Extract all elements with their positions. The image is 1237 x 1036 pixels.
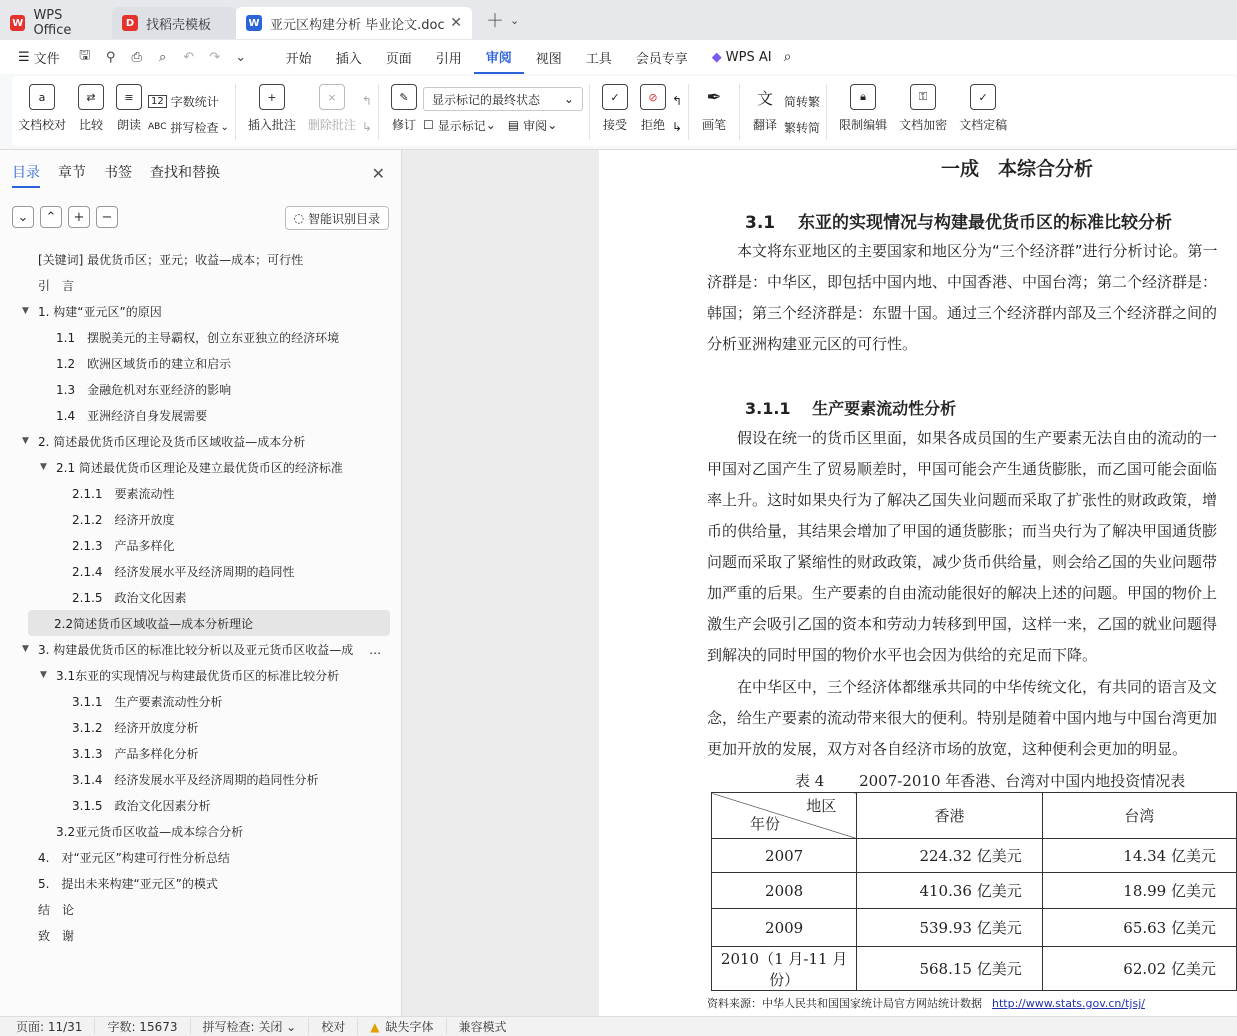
toc-item-label: 1.1 摆脱美元的主导霸权，创立东亚独立的经济环境 — [56, 330, 340, 345]
toc-item-label: 2.1 简述最优货币区理论及建立最优货币区的经济标准 — [56, 460, 343, 475]
menu-review[interactable]: 审阅 — [474, 40, 524, 74]
subsubsection-heading: 3.1.1 生产要素流动性分析 — [745, 399, 957, 418]
key-doc-icon: ⚿ — [910, 84, 936, 110]
menu-bar — [0, 40, 1237, 74]
document-margin — [403, 150, 599, 1016]
tab-label: 亚元区构建分析 毕业论文.doc — [270, 17, 445, 33]
menu-reference[interactable]: 引用 — [435, 51, 462, 67]
proofread-icon: a — [29, 84, 55, 110]
text-line: 币的供给量，其结果会增加了甲国的通货膨胀；而当央行为了解决甲国通货膨 — [707, 522, 1218, 540]
accept-button[interactable] — [596, 76, 634, 146]
display-state-select[interactable] — [423, 87, 583, 111]
collapse-toggle-icon[interactable]: ▼ — [22, 306, 29, 316]
insert-comment-button[interactable] — [242, 76, 302, 146]
text-line: 率上升。这时如果央行为了解决乙国失业问题而采取了扩张性的财政政策，增 — [707, 491, 1218, 509]
toc-item[interactable] — [0, 532, 402, 558]
toc-item[interactable] — [28, 610, 390, 636]
toc-item-label: 2.2简述货币区域收益—成本分析理论 — [54, 616, 254, 631]
ribbon — [0, 74, 1237, 150]
text-line: 韩国；第三个经济群是：东盟十国。通过三个经济群内部及三个经济群之间的 — [707, 304, 1218, 322]
toc-item-label: 1.2 欧洲区域货币的建立和启示 — [56, 356, 232, 371]
toc-item-label: 致 谢 — [38, 928, 75, 943]
prev-comment-icon[interactable]: ↰ — [361, 94, 372, 108]
toc-item[interactable] — [0, 818, 402, 844]
compare-button[interactable] — [72, 76, 110, 146]
tab-wps-office[interactable] — [0, 7, 112, 39]
table-caption: 表 4 2007-2010 年香港、台湾对中国内地投资情况表 — [795, 772, 1186, 790]
lock-doc-icon: 🔒︎ — [850, 84, 876, 110]
status-bar — [0, 1016, 1237, 1036]
translate-icon: 文 — [757, 88, 774, 108]
toc-item-label: 3.1.3 产品多样化分析 — [72, 746, 199, 761]
spell-check-indicator[interactable]: 拼写检查: 关闭 ⌄ — [191, 1018, 310, 1035]
tab-template[interactable] — [112, 7, 236, 39]
toc-item-label: 3.1.4 经济发展水平及经济周期的趋同性分析 — [72, 772, 319, 787]
navigation-panel — [0, 150, 402, 1016]
table-cell-year: 2010（1 月-11 月份） — [712, 947, 857, 991]
wps-logo-icon: W — [10, 15, 25, 31]
toc-item[interactable] — [0, 740, 402, 766]
to-traditional-button[interactable] — [784, 88, 820, 114]
collapse-toggle-icon[interactable]: ▼ — [40, 670, 47, 680]
collapse-toggle-icon[interactable]: ▼ — [22, 644, 29, 654]
proof-indicator[interactable]: 校对 — [309, 1018, 358, 1035]
close-icon[interactable]: ✕ — [450, 15, 462, 31]
wps-ai-icon: ◆ — [711, 49, 722, 65]
word-count-icon: 12 — [148, 95, 167, 108]
smart-toc-label: 智能识别目录 — [307, 211, 380, 226]
tab-document[interactable] — [236, 7, 472, 39]
toc-item[interactable] — [0, 636, 402, 662]
table-row — [712, 909, 1237, 947]
to-traditional-label: 简转繁 — [784, 94, 821, 109]
pen-icon: ✒ — [706, 86, 722, 108]
next-comment-icon[interactable]: ↳ — [361, 120, 372, 134]
review-pane-button[interactable]: ▤ 审阅 ⌄ — [507, 118, 558, 133]
writer-logo-icon: W — [246, 15, 262, 31]
text-line: 假设在统一的货币区里面，如果各成员国的生产要素无法自由的流动的一 — [707, 429, 1218, 447]
undo-icon[interactable]: ↶ — [183, 49, 195, 65]
toc-item[interactable] — [0, 792, 402, 818]
toc-item-label: 1. 构建“亚元区”的原因 — [38, 304, 162, 319]
tab-find-replace[interactable]: 查找和替换 — [150, 165, 220, 181]
delete-comment-button[interactable] — [302, 76, 362, 146]
divider — [826, 84, 827, 140]
search-icon[interactable]: ⌕ — [783, 49, 792, 65]
menu-tools[interactable]: 工具 — [585, 51, 612, 67]
spell-check-label: 拼写检查 — [170, 120, 219, 135]
table-cell-tw: 14.34 亿美元 — [1042, 839, 1236, 873]
print-icon[interactable]: ⎙ — [131, 49, 142, 65]
table-header-cell: 台湾 — [1042, 793, 1236, 839]
show-marks-icon: ☐ — [422, 118, 434, 132]
text-line: 念，给生产要素的流动带来很大的便利。特别是随着中国内地与中国台湾更加 — [707, 709, 1218, 727]
tab-toc[interactable]: 目录 — [12, 162, 40, 188]
smart-icon: ◌ — [293, 211, 304, 225]
reject-button[interactable] — [634, 76, 672, 146]
toc-item[interactable] — [0, 584, 402, 610]
section-heading: 一成 本综合分析 — [941, 158, 1094, 180]
word-count-button[interactable] — [148, 88, 229, 114]
table-cell-hk: 568.15 亿美元 — [857, 947, 1042, 991]
toc-item[interactable] — [0, 766, 402, 792]
text-line: 加严重的后果。生产要素的自由流动能很好的解决上述的问题。甲国的物价上 — [707, 584, 1218, 602]
revise-button[interactable] — [385, 76, 423, 146]
comment-add-icon: + — [259, 84, 285, 110]
read-aloud-icon: ≡ — [116, 84, 142, 110]
more-chevron-icon[interactable]: ⌄ — [235, 49, 247, 65]
toc-item-label: 1.3 金融危机对东亚经济的影响 — [56, 382, 232, 397]
toc-item-label: 1.4 亚洲经济自身发展需要 — [56, 408, 208, 423]
source-text: 资料来源：中华人民共和国国家统计局官方网站统计数据 — [707, 997, 982, 1010]
toc-item-label: 3.2亚元货币区收益—成本综合分析 — [56, 824, 244, 839]
toc-item-label: 2.1.5 政治文化因素 — [72, 590, 187, 605]
add-heading-icon[interactable]: + — [68, 206, 90, 228]
tab-bar — [0, 0, 1237, 40]
hamburger-icon[interactable]: ☰ — [18, 49, 30, 65]
toc-item-label: 5. 提出未来构建“亚元区”的模式 — [38, 876, 218, 891]
spell-check-icon: ABC — [148, 122, 167, 132]
redo-icon[interactable]: ↷ — [209, 49, 221, 65]
toc-item[interactable] — [0, 714, 402, 740]
table-cell-hk: 539.93 亿美元 — [857, 909, 1042, 947]
remove-heading-icon[interactable]: − — [96, 206, 118, 228]
divider — [688, 84, 689, 140]
chevron-down-icon[interactable]: ⌄ — [510, 13, 520, 27]
toc-list — [0, 246, 402, 948]
to-simplified-button[interactable] — [784, 114, 820, 140]
restrict-edit-button[interactable] — [833, 76, 893, 146]
toc-item[interactable] — [0, 480, 402, 506]
toc-item[interactable] — [0, 272, 402, 298]
print-preview-icon[interactable]: ⌕ — [159, 49, 167, 65]
new-tab-icon[interactable]: ＋ — [486, 11, 504, 32]
toc-item[interactable] — [0, 298, 402, 324]
toc-item-label: 3.1.2 经济开放度分析 — [72, 720, 199, 735]
chevron-down-icon: ⌄ — [563, 92, 574, 106]
word-count-label: 字数统计 — [170, 94, 219, 109]
menu-file[interactable]: 文件 — [33, 51, 60, 67]
toc-item[interactable] — [0, 454, 402, 480]
warning-icon: ▲ — [370, 1020, 380, 1034]
toc-item-label: 4. 对“亚元区”构建可行性分析总结 — [38, 850, 230, 865]
revise-icon: ✎ — [391, 84, 417, 110]
review-pane-label: 审阅 — [523, 118, 548, 133]
display-state-value: 显示标记的最终状态 — [431, 92, 540, 107]
compare-label: 比较 — [79, 118, 104, 132]
table-row — [712, 947, 1237, 991]
toc-item-label: 3.1东亚的实现情况与构建最优货币区的标准比较分析 — [56, 668, 340, 683]
table-corner-cell — [712, 793, 857, 839]
table-cell-tw: 65.63 亿美元 — [1042, 909, 1236, 947]
menu-member[interactable]: 会员专享 — [635, 51, 688, 67]
toc-item[interactable] — [0, 844, 402, 870]
tab-chapters[interactable]: 章节 — [58, 165, 86, 181]
proofread-label: 文档校对 — [18, 118, 67, 132]
toc-item[interactable] — [0, 506, 402, 532]
toc-item-label: 2.1.2 经济开放度 — [72, 512, 175, 527]
toc-item-label: 3. 构建最优货币区的标准比较分析以及亚元货币区收益—成 … — [38, 642, 382, 657]
toc-item-label: 2.1.4 经济发展水平及经济周期的趋同性 — [72, 564, 295, 579]
table-cell-hk: 410.36 亿美元 — [857, 873, 1042, 909]
subsection-heading: 3.1 东亚的实现情况与构建最优货币区的标准比较分析 — [745, 213, 1173, 233]
divider — [589, 84, 590, 140]
table-header-cell: 香港 — [857, 793, 1042, 839]
pen-label: 画笔 — [702, 118, 727, 132]
docer-logo-icon: D — [122, 15, 138, 31]
chevron-down-icon: ⌄ — [220, 121, 229, 133]
translate-button[interactable] — [746, 76, 784, 146]
tab-label: 找稻壳模板 — [146, 17, 212, 33]
toc-item[interactable] — [0, 428, 402, 454]
table-cell-year: 2009 — [712, 909, 857, 947]
toc-item-label: 2.1.3 产品多样化 — [72, 538, 175, 553]
finalize-button[interactable] — [953, 76, 1013, 146]
tab-label: WPS Office — [33, 8, 72, 38]
show-marks-label: 显示标记 — [437, 118, 486, 133]
accept-icon: ✓ — [602, 84, 628, 110]
compare-icon: ⇄ — [78, 84, 104, 110]
restrict-edit-label: 限制编辑 — [839, 118, 888, 132]
insert-comment-label: 插入批注 — [247, 118, 296, 132]
toc-item[interactable] — [0, 324, 402, 350]
menu-page[interactable]: 页面 — [385, 51, 412, 67]
toc-item[interactable] — [0, 350, 402, 376]
table-cell-year: 2007 — [712, 839, 857, 873]
encrypt-button[interactable] — [893, 76, 953, 146]
revise-label: 修订 — [391, 118, 416, 132]
finalize-icon: ✓ — [970, 84, 996, 110]
menu-view[interactable]: 视图 — [535, 51, 562, 67]
table-source — [707, 995, 1145, 1011]
table-cell-hk: 224.32 亿美元 — [857, 839, 1042, 873]
table-row — [712, 839, 1237, 873]
toc-item[interactable] — [0, 662, 402, 688]
page-indicator[interactable]: 页面: 11/31 — [0, 1018, 95, 1035]
toc-item[interactable] — [0, 402, 402, 428]
read-aloud-button[interactable] — [110, 76, 148, 146]
toc-item[interactable] — [0, 558, 402, 584]
prev-revision-icon[interactable]: ↰ — [671, 94, 683, 108]
show-marks-button[interactable]: ☐ 显示标记 ⌄ — [422, 118, 496, 133]
text-line: 到解决的同时甲国的物价水平也会因为供给的充足而下降。 — [707, 646, 1098, 664]
table-cell-tw: 18.99 亿美元 — [1042, 873, 1236, 909]
text-line: 在中华区中，三个经济体都继承共同的中华传统文化，有共同的语言及文 — [707, 678, 1218, 696]
menu-wps-ai[interactable]: WPS AI — [725, 49, 772, 65]
reject-icon: ⊘ — [640, 84, 666, 110]
toc-item[interactable] — [0, 870, 402, 896]
reject-label: 拒绝 — [640, 118, 665, 132]
finalize-label: 文档定稿 — [959, 118, 1008, 132]
text-line: 更加开放的发展，双方对各自经济市场的放宽，这种便利会更加的明显。 — [707, 740, 1188, 758]
toc-item-label: 2. 简述最优货币区理论及货币区域收益—成本分析 — [38, 434, 306, 449]
encrypt-label: 文档加密 — [899, 118, 948, 132]
collapse-toggle-icon[interactable]: ▼ — [22, 436, 29, 446]
document-page[interactable] — [599, 150, 1237, 1016]
smart-toc-button[interactable] — [285, 206, 390, 230]
table-row — [712, 873, 1237, 909]
tab-bookmarks[interactable]: 书签 — [104, 165, 132, 181]
text-line: 本文将东亚地区的主要国家和地区分为“三个经济群”进行分析讨论。第一 — [707, 242, 1218, 260]
table-cell-year: 2008 — [712, 873, 857, 909]
collapse-icon[interactable]: ⌄ — [12, 206, 34, 228]
toc-item[interactable] — [0, 688, 402, 714]
pen-button[interactable] — [695, 76, 733, 146]
missing-font-label: 缺失字体 — [385, 1020, 434, 1034]
divider — [235, 84, 236, 140]
toc-item-label: 3.1.5 政治文化因素分析 — [72, 798, 211, 813]
toc-item[interactable] — [0, 376, 402, 402]
link-icon[interactable]: ⚲ — [105, 49, 116, 65]
translate-label: 翻译 — [753, 118, 778, 132]
divider — [378, 84, 379, 140]
next-revision-icon[interactable]: ↳ — [671, 120, 683, 134]
toc-item[interactable] — [0, 922, 402, 948]
review-pane-icon: ▤ — [507, 118, 520, 132]
comment-delete-icon: × — [319, 84, 345, 110]
spell-check-button[interactable] — [148, 114, 229, 140]
compat-indicator: 兼容模式 — [458, 1020, 507, 1034]
text-line: 济群是：中华区，即包括中国内地、中国香港、中国台湾；第二个经济群是： — [707, 273, 1218, 291]
close-icon[interactable]: ✕ — [371, 164, 385, 183]
to-simplified-label: 繁转简 — [784, 120, 821, 135]
toc-item[interactable] — [0, 246, 402, 272]
toc-item-label: [关键词] 最优货币区；亚元；收益—成本；可行性 — [38, 252, 304, 267]
menu-insert[interactable]: 插入 — [335, 51, 362, 67]
accept-label: 接受 — [602, 118, 627, 132]
source-link[interactable]: http://www.stats.gov.cn/tjsj/ — [992, 997, 1145, 1010]
expand-up-icon[interactable]: ⌃ — [40, 206, 62, 228]
corner-top-label: 地区 — [806, 797, 837, 815]
menu-home[interactable]: 开始 — [285, 51, 312, 67]
proofread-button[interactable] — [12, 76, 72, 146]
delete-comment-label: 删除批注 — [307, 118, 356, 132]
save-icon[interactable]: 🖫 — [79, 48, 91, 63]
text-line: 问题而采取了紧缩性的财政政策，减少货币供给量，则会给乙国的失业问题带 — [707, 553, 1218, 571]
missing-font-indicator[interactable] — [358, 1018, 446, 1035]
text-line: 激生产会吸引乙国的资本和劳动力转移到甲国，这样一来，乙国的就业问题得 — [707, 615, 1218, 633]
divider — [739, 84, 740, 140]
word-count-indicator[interactable]: 字数: 15673 — [95, 1018, 190, 1035]
toc-item[interactable] — [0, 896, 402, 922]
corner-bottom-label: 年份 — [750, 815, 781, 833]
text-line: 甲国对乙国产生了贸易顺差时，甲国可能会产生通货膨胀，而乙国可能会面临 — [707, 460, 1218, 478]
investment-table — [711, 792, 1237, 991]
table-cell-tw: 62.02 亿美元 — [1042, 947, 1236, 991]
toc-item-label: 3.1.1 生产要素流动性分析 — [72, 694, 223, 709]
toc-item-label: 结 论 — [38, 902, 75, 917]
read-aloud-label: 朗读 — [117, 118, 142, 132]
collapse-toggle-icon[interactable]: ▼ — [40, 462, 47, 472]
toc-item-label: 2.1.1 要素流动性 — [72, 486, 175, 501]
toc-item-label: 引 言 — [38, 278, 75, 293]
text-line: 分析亚洲构建亚元区的可行性。 — [707, 335, 918, 353]
